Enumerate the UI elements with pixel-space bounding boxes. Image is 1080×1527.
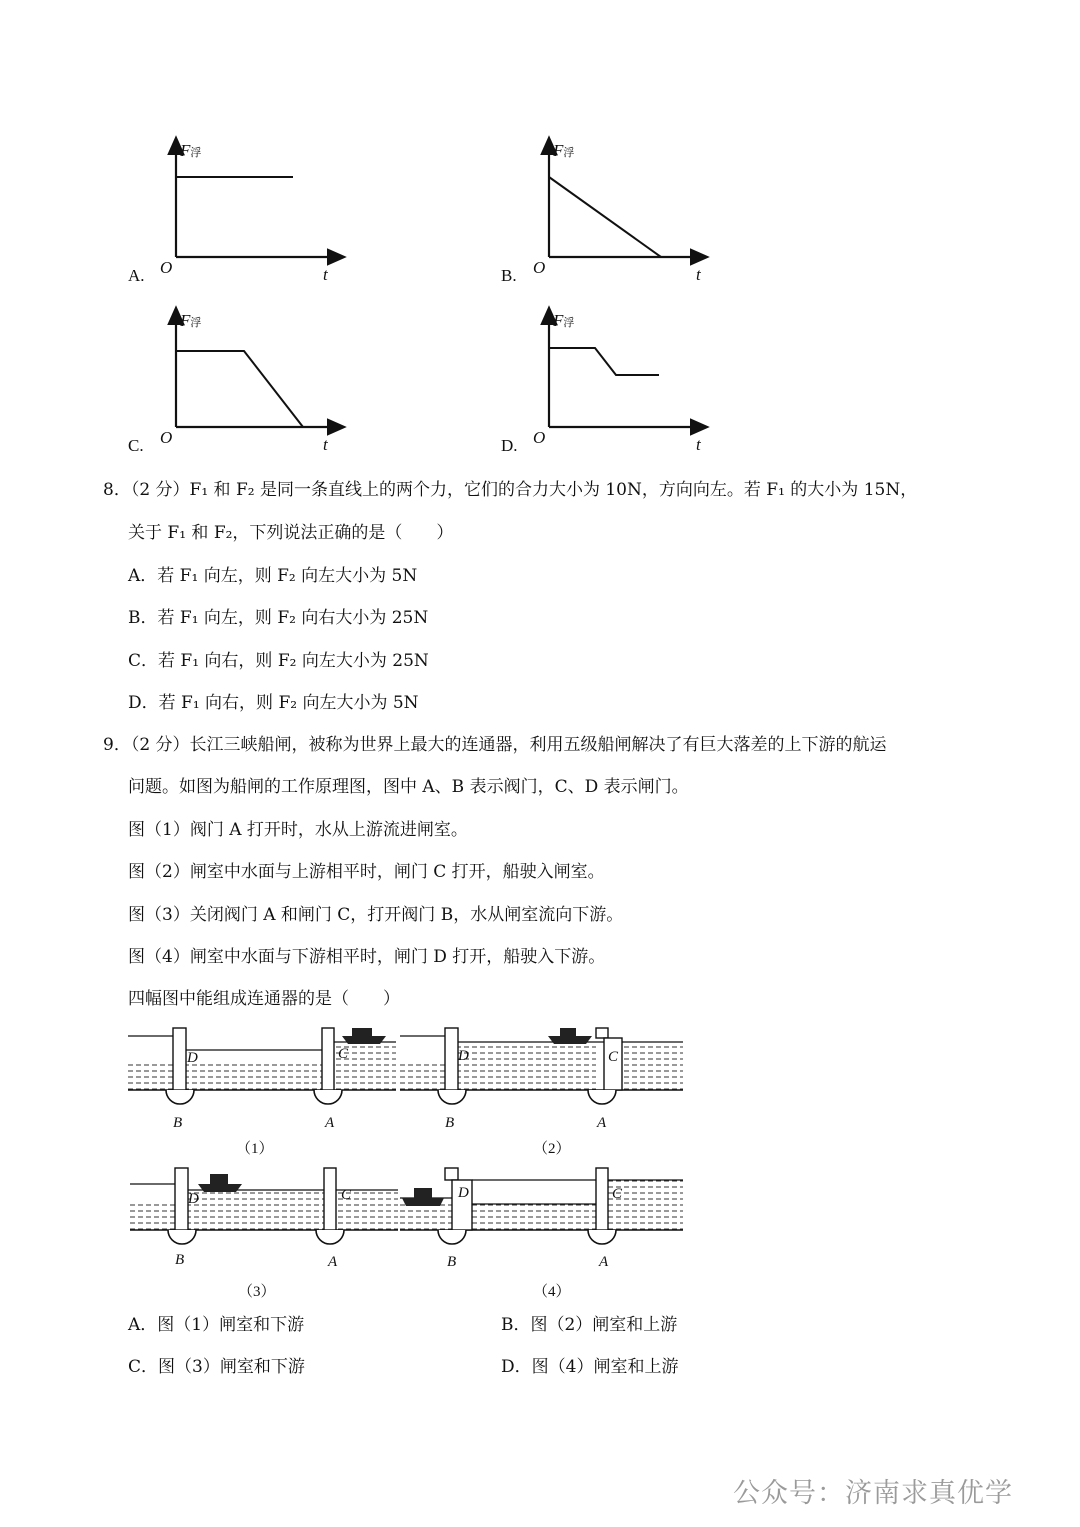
- q9-step-3: 图（3）关闭阀门 A 和闸门 C，打开阀门 B，水从闸室流向下游。: [128, 905, 624, 925]
- origin-label: O: [533, 428, 546, 447]
- y-axis-label: F: [553, 311, 564, 330]
- y-axis-subscript: 浮: [563, 147, 575, 159]
- origin-label: O: [533, 258, 546, 277]
- ship-lock-diagram-4: [400, 1160, 685, 1260]
- valve-a-label: A: [597, 1115, 607, 1131]
- q8-option-d[interactable]: D．若 F₁ 向右，则 F₂ 向左大小为 5N: [128, 693, 419, 713]
- origin-label: O: [160, 258, 173, 277]
- graph-c-curve: [176, 351, 303, 427]
- ship-lock-diagram-3: [130, 1160, 400, 1260]
- q8-stem-line1: 8．（2 分）F₁ 和 F₂ 是同一条直线上的两个力，它们的合力大小为 10N，方向向左。若 F₁ 的大小为 15N，: [103, 480, 918, 500]
- q9-stem-line1: 9．（2 分）长江三峡船闸，被称为世界上最大的连通器，利用五级船闸解决了有巨大落差的上下游的航运: [103, 735, 887, 755]
- q8-option-b[interactable]: B．若 F₁ 向左，则 F₂ 向右大小为 25N: [128, 608, 429, 628]
- x-axis-label: t: [323, 265, 328, 284]
- y-axis-subscript: 浮: [190, 317, 202, 329]
- figure-caption-2: （2）: [533, 1141, 571, 1157]
- y-axis-subscript: 浮: [563, 317, 575, 329]
- valve-a-label: A: [599, 1254, 609, 1270]
- graph-a-label: A.: [128, 266, 145, 285]
- graph-d-label: D.: [501, 436, 518, 455]
- valve-b-label: B: [447, 1254, 457, 1270]
- q9-step-4: 图（4）闸室中水面与下游相平时，闸门 D 打开，船驶入下游。: [128, 947, 606, 967]
- graph-c-plot: [150, 310, 350, 460]
- gate-d-label: D: [458, 1048, 469, 1064]
- y-axis-label: F: [553, 141, 564, 160]
- graph-d-plot: [523, 310, 723, 460]
- gate-c-label: C: [338, 1046, 349, 1062]
- ship-lock-diagram-1: [128, 1020, 398, 1120]
- q9-option-a[interactable]: A．图（1）闸室和下游: [128, 1315, 305, 1335]
- q8-option-c[interactable]: C．若 F₁ 向右，则 F₂ 向左大小为 25N: [128, 651, 429, 671]
- gate-c-label: C: [612, 1186, 623, 1202]
- graph-a-plot: [150, 140, 350, 290]
- gate-c-label: C: [341, 1187, 352, 1203]
- valve-a-label: A: [328, 1254, 338, 1270]
- gate-d-label: D: [458, 1185, 469, 1201]
- figure-caption-3: （3）: [238, 1284, 276, 1300]
- figure-caption-1: （1）: [236, 1141, 274, 1157]
- valve-b-label: B: [173, 1115, 183, 1131]
- x-axis-label: t: [696, 435, 701, 454]
- q8-stem-line2: 关于 F₁ 和 F₂，下列说法正确的是（ ）: [128, 523, 454, 543]
- graph-c-label: C.: [128, 436, 144, 455]
- gate-d-label: D: [187, 1050, 198, 1066]
- graph-b-label: B.: [501, 266, 517, 285]
- gate-d-label: D: [188, 1191, 199, 1207]
- x-axis-label: t: [696, 265, 701, 284]
- q8-option-a[interactable]: A．若 F₁ 向左，则 F₂ 向左大小为 5N: [128, 566, 418, 586]
- origin-label: O: [160, 428, 173, 447]
- q9-option-c[interactable]: C．图（3）闸室和下游: [128, 1357, 305, 1377]
- q9-step-1: 图（1）阀门 A 打开时，水从上游流进闸室。: [128, 820, 468, 840]
- watermark: 公众号：济南求真优学: [733, 1478, 1013, 1509]
- figure-caption-4: （4）: [533, 1284, 571, 1300]
- ship-lock-diagram-2: [400, 1020, 685, 1120]
- valve-a-label: A: [325, 1115, 335, 1131]
- y-axis-label: F: [180, 311, 191, 330]
- graph-b-curve: [549, 177, 661, 257]
- valve-b-label: B: [445, 1115, 455, 1131]
- x-axis-label: t: [323, 435, 328, 454]
- q9-option-b[interactable]: B．图（2）闸室和上游: [501, 1315, 678, 1335]
- q9-step-2: 图（2）闸室中水面与上游相平时，闸门 C 打开，船驶入闸室。: [128, 862, 605, 882]
- valve-b-label: B: [175, 1252, 185, 1268]
- graph-d-curve: [549, 348, 659, 375]
- q9-question: 四幅图中能组成连通器的是（ ）: [128, 989, 400, 1009]
- gate-c-label: C: [608, 1049, 619, 1065]
- y-axis-label: F: [180, 141, 191, 160]
- graph-b-plot: [523, 140, 723, 290]
- q9-option-d[interactable]: D．图（4）闸室和上游: [501, 1357, 679, 1377]
- q9-stem-line2: 问题。如图为船闸的工作原理图，图中 A、B 表示阀门，C、D 表示闸门。: [128, 777, 689, 797]
- y-axis-subscript: 浮: [190, 147, 202, 159]
